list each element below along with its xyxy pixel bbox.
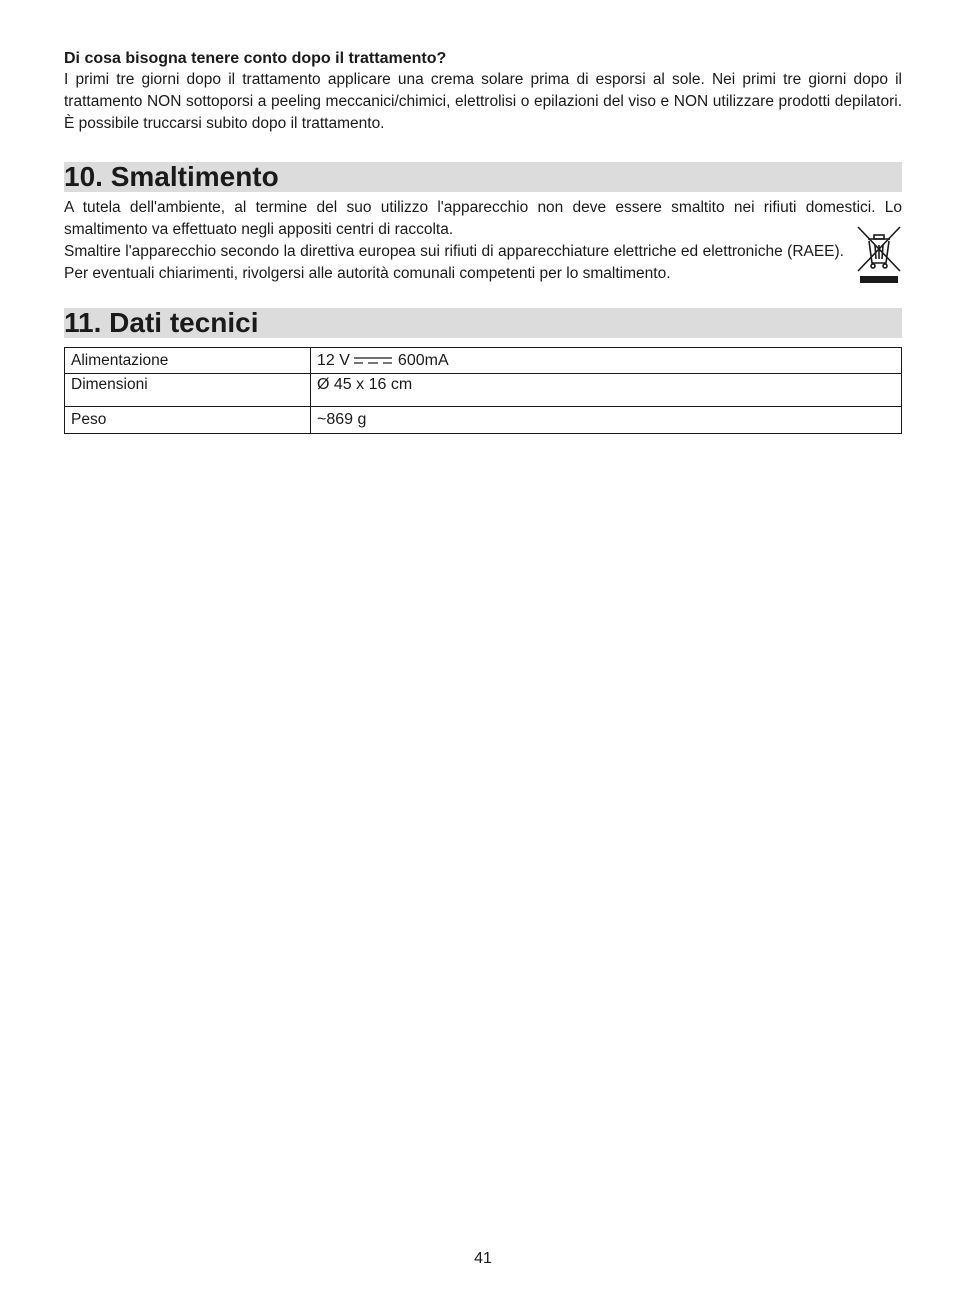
- page-content: [64, 48, 902, 434]
- table-row: [65, 407, 902, 434]
- voltage-value: 12 V: [317, 351, 350, 369]
- page-number: 41: [474, 1250, 492, 1267]
- spec-label: Alimentazione: [65, 348, 311, 374]
- table-row: [65, 374, 902, 407]
- aftercare-heading: Di cosa bisogna tenere conto dopo il trattamento?: [64, 50, 447, 67]
- disposal-body: [64, 197, 902, 285]
- spec-label: Dimensioni: [65, 374, 311, 407]
- spec-value: [311, 348, 902, 374]
- weee-crossed-bin-icon: [856, 225, 902, 285]
- tech-specs-table: [64, 347, 902, 434]
- spec-value: ~869 g: [311, 407, 902, 434]
- spec-value: Ø 45 x 16 cm: [311, 374, 902, 407]
- section-heading-dati-tecnici: 11. Dati tecnici: [64, 308, 902, 338]
- current-value: 600mA: [397, 351, 449, 369]
- table-row: [65, 348, 902, 374]
- spec-label: Peso: [65, 407, 311, 434]
- dc-current-icon: [354, 356, 392, 365]
- section-heading-smaltimento: 10. Smaltimento: [64, 162, 902, 192]
- disposal-text-1: A tutela dell'ambiente, al termine del suo utilizzo l'apparecchio non deve essere smaltito nei rifiuti domestici. Lo smaltimento va effettuato negli appositi centri di raccolta.: [64, 199, 902, 238]
- disposal-text-2: Smaltire l'apparecchio secondo la direttiva europea sui rifiuti di apparecchiature elettriche ed elettroniche (RAEE). Per eventuali chiarimenti, rivolgersi alle autorità comunali competenti per lo smaltimento.: [64, 243, 844, 282]
- aftercare-text: I primi tre giorni dopo il trattamento applicare una crema solare prima di esporsi al sole. Nei primi tre giorni dopo il trattamento NON sottoporsi a peeling meccanici/chimici, elettrolisi o epilazioni del viso e NON utilizzare prodotti depilatori. È possibile truccarsi subito dopo il trattamento.: [64, 71, 902, 132]
